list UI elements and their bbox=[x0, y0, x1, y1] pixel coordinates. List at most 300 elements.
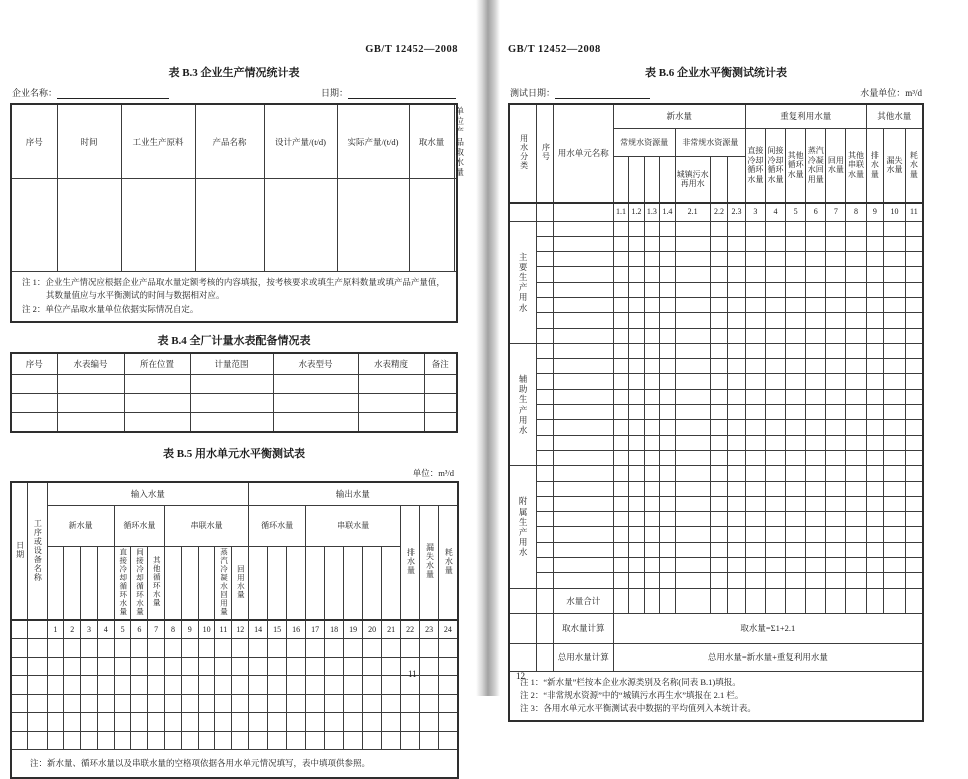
column-number: 10 bbox=[884, 203, 906, 222]
empty-cell bbox=[644, 588, 659, 613]
empty-cell bbox=[553, 359, 613, 374]
empty-cell bbox=[745, 328, 765, 343]
note-text: 注 1：企业生产情况应根据企业产品取水量定额考核的内容填报，按考核要求或填生产原料数量或填产品产量值，其数量值应与水平衡测试的时间与数据相对应。 bbox=[22, 277, 445, 301]
empty-cell bbox=[629, 359, 644, 374]
empty-cell bbox=[745, 282, 765, 297]
b3-notes bbox=[11, 272, 457, 322]
empty-cell bbox=[905, 496, 923, 511]
empty-cell bbox=[786, 496, 806, 511]
empty-cell bbox=[439, 639, 458, 658]
b6-unit-label: 水量单位：m³/d bbox=[860, 88, 922, 98]
empty-cell bbox=[629, 374, 644, 389]
test-date-field bbox=[510, 86, 650, 99]
empty-cell bbox=[215, 713, 232, 732]
empty-cell bbox=[644, 157, 659, 203]
empty-cell bbox=[439, 694, 458, 713]
empty-cell bbox=[644, 267, 659, 282]
empty-cell bbox=[553, 481, 613, 496]
empty-cell bbox=[613, 405, 628, 420]
empty-cell bbox=[905, 435, 923, 450]
empty-cell bbox=[905, 359, 923, 374]
empty-cell bbox=[728, 481, 746, 496]
empty-cell bbox=[644, 374, 659, 389]
indirect-cooling-header: 间接冷却循环水量 bbox=[131, 546, 148, 620]
column-number: 20 bbox=[363, 620, 382, 639]
empty-cell bbox=[644, 496, 659, 511]
empty-cell bbox=[866, 374, 884, 389]
empty-cell bbox=[181, 546, 198, 620]
empty-cell bbox=[629, 527, 644, 542]
empty-cell bbox=[786, 389, 806, 404]
empty-cell bbox=[765, 542, 785, 557]
table-b5-title: 表 B.5 用水单元水平衡测试表 bbox=[162, 447, 306, 460]
empty-cell bbox=[358, 374, 424, 393]
empty-cell bbox=[124, 412, 190, 432]
empty-cell bbox=[537, 613, 554, 643]
new-water-group-header: 新水量 bbox=[613, 104, 745, 129]
empty-cell bbox=[728, 573, 746, 588]
empty-cell bbox=[786, 420, 806, 435]
empty-cell bbox=[537, 203, 554, 222]
empty-cell bbox=[325, 676, 344, 695]
empty-cell bbox=[806, 267, 826, 282]
empty-cell bbox=[728, 389, 746, 404]
empty-cell bbox=[786, 328, 806, 343]
empty-cell bbox=[806, 588, 826, 613]
empty-cell bbox=[613, 588, 628, 613]
empty-cell bbox=[826, 573, 846, 588]
empty-cell bbox=[728, 542, 746, 557]
empty-cell bbox=[629, 573, 644, 588]
blank-line bbox=[348, 89, 456, 99]
empty-cell bbox=[765, 588, 785, 613]
empty-cell bbox=[660, 496, 675, 511]
empty-cell bbox=[644, 542, 659, 557]
empty-cell bbox=[765, 328, 785, 343]
empty-cell bbox=[866, 252, 884, 267]
empty-cell bbox=[884, 527, 906, 542]
new-water-header: 新水量 bbox=[47, 505, 114, 546]
empty-cell bbox=[198, 731, 215, 750]
b5-empty-row bbox=[11, 639, 458, 658]
note-text: 注 3：各用水单元水平衡测试表中数据的平均值列入本统计表。 bbox=[520, 702, 756, 713]
empty-cell bbox=[728, 527, 746, 542]
empty-cell bbox=[114, 713, 131, 732]
total-use-row-label: 总用水量计算 bbox=[553, 643, 613, 671]
empty-cell bbox=[644, 466, 659, 481]
empty-cell bbox=[675, 450, 710, 465]
b5-empty-row bbox=[11, 694, 458, 713]
empty-cell bbox=[553, 542, 613, 557]
empty-cell bbox=[325, 731, 344, 750]
empty-cell bbox=[358, 412, 424, 432]
empty-cell bbox=[710, 466, 728, 481]
empty-cell bbox=[786, 542, 806, 557]
drain-water-header: 排水量 bbox=[401, 505, 420, 620]
empty-cell bbox=[81, 731, 98, 750]
empty-cell bbox=[629, 297, 644, 312]
b6-empty-row bbox=[509, 481, 923, 496]
cycle-water-header: 循环水量 bbox=[114, 505, 164, 546]
empty-cell bbox=[613, 435, 628, 450]
column-number: 23 bbox=[420, 620, 439, 639]
empty-cell bbox=[728, 450, 746, 465]
empty-cell bbox=[181, 694, 198, 713]
empty-cell bbox=[806, 527, 826, 542]
column-number: 4 bbox=[765, 203, 785, 222]
empty-cell bbox=[249, 657, 268, 676]
empty-cell bbox=[268, 546, 287, 620]
empty-cell bbox=[846, 313, 866, 328]
column-number: 1.2 bbox=[629, 203, 644, 222]
empty-cell bbox=[806, 435, 826, 450]
drain-water-header: 排水量 bbox=[866, 129, 884, 203]
empty-cell bbox=[884, 558, 906, 573]
total-use-formula: 总用水量=新水量+重复利用水量 bbox=[613, 643, 923, 671]
empty-cell bbox=[306, 731, 325, 750]
empty-cell bbox=[165, 546, 182, 620]
reuse-water-header: 回用水量 bbox=[232, 546, 249, 620]
empty-cell bbox=[249, 713, 268, 732]
empty-cell bbox=[629, 588, 644, 613]
empty-cell bbox=[765, 558, 785, 573]
empty-cell bbox=[710, 435, 728, 450]
empty-cell bbox=[866, 267, 884, 282]
empty-cell bbox=[660, 313, 675, 328]
empty-cell bbox=[268, 713, 287, 732]
empty-cell bbox=[64, 713, 81, 732]
b6-group-row bbox=[509, 343, 923, 358]
empty-cell bbox=[905, 542, 923, 557]
empty-cell bbox=[215, 694, 232, 713]
column-header: 序号 bbox=[11, 353, 57, 375]
column-header: 水表编号 bbox=[57, 353, 124, 375]
empty-cell bbox=[745, 588, 765, 613]
empty-cell bbox=[826, 588, 846, 613]
b5-header-row-1 bbox=[11, 482, 458, 506]
empty-cell bbox=[905, 573, 923, 588]
empty-cell bbox=[420, 639, 439, 658]
empty-cell bbox=[710, 282, 728, 297]
empty-cell bbox=[884, 313, 906, 328]
empty-cell bbox=[537, 328, 554, 343]
column-header: 单位产品取水量 bbox=[455, 106, 465, 178]
empty-cell bbox=[675, 313, 710, 328]
category-label: 附属生产用水 bbox=[509, 466, 537, 588]
empty-cell bbox=[866, 542, 884, 557]
leak-water-header: 漏失水量 bbox=[884, 129, 906, 203]
empty-cell bbox=[866, 420, 884, 435]
empty-cell bbox=[765, 573, 785, 588]
table-b3-title: 表 B.3 企业生产情况统计表 bbox=[168, 67, 300, 79]
b6-empty-row bbox=[509, 405, 923, 420]
empty-cell bbox=[728, 343, 746, 358]
empty-cell bbox=[675, 252, 710, 267]
empty-cell bbox=[273, 412, 358, 432]
empty-cell bbox=[537, 481, 554, 496]
empty-cell bbox=[629, 343, 644, 358]
empty-cell bbox=[165, 657, 182, 676]
empty-cell bbox=[826, 542, 846, 557]
b5-empty-row bbox=[11, 676, 458, 695]
empty-cell bbox=[553, 328, 613, 343]
empty-cell bbox=[660, 328, 675, 343]
empty-cell bbox=[81, 676, 98, 695]
empty-cell bbox=[786, 359, 806, 374]
empty-cell bbox=[249, 546, 268, 620]
empty-cell bbox=[165, 731, 182, 750]
empty-cell bbox=[846, 221, 866, 236]
column-header: 序号 bbox=[11, 104, 57, 179]
empty-cell bbox=[765, 221, 785, 236]
empty-cell bbox=[325, 639, 344, 658]
empty-cell bbox=[660, 512, 675, 527]
empty-cell bbox=[47, 694, 64, 713]
empty-cell bbox=[644, 573, 659, 588]
b4-header-row bbox=[11, 353, 457, 375]
empty-cell bbox=[905, 282, 923, 297]
empty-cell bbox=[710, 481, 728, 496]
empty-cell bbox=[884, 221, 906, 236]
empty-cell bbox=[675, 588, 710, 613]
b6-empty-row bbox=[509, 496, 923, 511]
empty-cell bbox=[613, 496, 628, 511]
page-number-right: 12 bbox=[516, 671, 525, 681]
empty-cell bbox=[745, 420, 765, 435]
empty-cell bbox=[846, 542, 866, 557]
empty-cell bbox=[846, 405, 866, 420]
empty-cell bbox=[786, 297, 806, 312]
empty-cell bbox=[273, 374, 358, 393]
empty-cell bbox=[121, 179, 195, 272]
empty-cell bbox=[537, 389, 554, 404]
empty-cell bbox=[675, 573, 710, 588]
empty-cell bbox=[420, 731, 439, 750]
empty-cell bbox=[47, 676, 64, 695]
empty-cell bbox=[866, 435, 884, 450]
empty-cell bbox=[249, 694, 268, 713]
empty-cell bbox=[660, 527, 675, 542]
empty-cell bbox=[846, 389, 866, 404]
empty-cell bbox=[195, 179, 264, 272]
empty-cell bbox=[806, 542, 826, 557]
empty-cell bbox=[553, 512, 613, 527]
table-b5 bbox=[10, 481, 459, 779]
empty-cell bbox=[613, 343, 628, 358]
empty-cell bbox=[826, 558, 846, 573]
empty-cell bbox=[710, 359, 728, 374]
empty-cell bbox=[629, 389, 644, 404]
empty-cell bbox=[745, 573, 765, 588]
empty-cell bbox=[537, 297, 554, 312]
empty-cell bbox=[215, 676, 232, 695]
empty-cell bbox=[728, 359, 746, 374]
empty-cell bbox=[765, 343, 785, 358]
empty-cell bbox=[382, 713, 401, 732]
empty-cell bbox=[64, 657, 81, 676]
empty-cell bbox=[629, 282, 644, 297]
empty-cell bbox=[306, 676, 325, 695]
b6-empty-row bbox=[509, 435, 923, 450]
empty-cell bbox=[826, 435, 846, 450]
empty-cell bbox=[181, 713, 198, 732]
empty-cell bbox=[382, 657, 401, 676]
date-field bbox=[321, 86, 456, 99]
column-number: 11 bbox=[905, 203, 923, 222]
empty-cell bbox=[905, 558, 923, 573]
empty-cell bbox=[363, 731, 382, 750]
empty-cell bbox=[710, 405, 728, 420]
empty-cell bbox=[675, 558, 710, 573]
empty-cell bbox=[660, 252, 675, 267]
empty-cell bbox=[710, 328, 728, 343]
empty-cell bbox=[710, 588, 728, 613]
empty-cell bbox=[806, 359, 826, 374]
empty-cell bbox=[826, 405, 846, 420]
empty-cell bbox=[273, 393, 358, 412]
empty-cell bbox=[846, 420, 866, 435]
empty-cell bbox=[613, 221, 628, 236]
empty-cell bbox=[131, 694, 148, 713]
empty-cell bbox=[660, 389, 675, 404]
empty-cell bbox=[553, 573, 613, 588]
empty-cell bbox=[644, 221, 659, 236]
empty-cell bbox=[537, 374, 554, 389]
empty-cell bbox=[745, 450, 765, 465]
empty-cell bbox=[826, 282, 846, 297]
empty-cell bbox=[114, 676, 131, 695]
empty-cell bbox=[537, 252, 554, 267]
empty-cell bbox=[905, 466, 923, 481]
b6-group-row bbox=[509, 466, 923, 481]
page-11 bbox=[10, 0, 465, 779]
empty-cell bbox=[644, 328, 659, 343]
empty-cell bbox=[765, 496, 785, 511]
empty-cell bbox=[27, 713, 47, 732]
empty-cell bbox=[232, 713, 249, 732]
note-text: 注：新水量、循环水量以及串联水量的空格项依据各用水单元情况填写，表中填项供参照。 bbox=[11, 750, 458, 779]
empty-cell bbox=[866, 328, 884, 343]
empty-cell bbox=[325, 546, 344, 620]
empty-cell bbox=[745, 466, 765, 481]
empty-cell bbox=[728, 466, 746, 481]
empty-cell bbox=[553, 203, 613, 222]
empty-cell bbox=[765, 527, 785, 542]
empty-cell bbox=[165, 676, 182, 695]
test-date-label: 测试日期： bbox=[510, 88, 556, 98]
empty-cell bbox=[57, 179, 121, 272]
empty-cell bbox=[287, 657, 306, 676]
empty-cell bbox=[806, 389, 826, 404]
empty-cell bbox=[537, 527, 554, 542]
empty-cell bbox=[884, 282, 906, 297]
empty-cell bbox=[728, 221, 746, 236]
empty-cell bbox=[613, 573, 628, 588]
empty-cell bbox=[745, 267, 765, 282]
column-number: 21 bbox=[382, 620, 401, 639]
empty-cell bbox=[806, 450, 826, 465]
date-column-header: 日期 bbox=[11, 482, 27, 621]
standard-code: GB/T 12452—2008 bbox=[365, 44, 458, 55]
empty-cell bbox=[765, 374, 785, 389]
empty-cell bbox=[786, 343, 806, 358]
empty-cell bbox=[382, 546, 401, 620]
b6-empty-row bbox=[509, 313, 923, 328]
empty-cell bbox=[826, 466, 846, 481]
empty-cell bbox=[553, 420, 613, 435]
empty-cell bbox=[190, 393, 273, 412]
b6-empty-row bbox=[509, 282, 923, 297]
empty-cell bbox=[363, 639, 382, 658]
empty-cell bbox=[363, 657, 382, 676]
empty-cell bbox=[47, 713, 64, 732]
empty-cell bbox=[728, 267, 746, 282]
empty-cell bbox=[131, 731, 148, 750]
empty-cell bbox=[884, 374, 906, 389]
empty-cell bbox=[537, 573, 554, 588]
empty-cell bbox=[344, 639, 363, 658]
b3-header-row bbox=[11, 104, 457, 179]
page-spine-shadow bbox=[476, 0, 500, 696]
empty-cell bbox=[675, 267, 710, 282]
empty-cell bbox=[306, 546, 325, 620]
empty-cell bbox=[613, 542, 628, 557]
empty-cell bbox=[613, 297, 628, 312]
empty-cell bbox=[846, 359, 866, 374]
empty-cell bbox=[629, 450, 644, 465]
empty-cell bbox=[358, 393, 424, 412]
b6-notes-row bbox=[509, 671, 923, 721]
empty-cell bbox=[884, 435, 906, 450]
empty-cell bbox=[786, 267, 806, 282]
empty-cell bbox=[344, 731, 363, 750]
empty-cell bbox=[866, 588, 884, 613]
empty-cell bbox=[884, 236, 906, 251]
empty-cell bbox=[826, 496, 846, 511]
series-water-header: 串联水量 bbox=[165, 505, 249, 546]
conventional-header: 常规水资源量 bbox=[613, 129, 675, 157]
b6-empty-row bbox=[509, 297, 923, 312]
empty-cell bbox=[420, 657, 439, 676]
reuse-group-header: 重复利用水量 bbox=[745, 104, 866, 129]
empty-cell bbox=[537, 282, 554, 297]
page-12 bbox=[508, 0, 924, 722]
empty-cell bbox=[905, 313, 923, 328]
empty-cell bbox=[728, 496, 746, 511]
empty-cell bbox=[826, 267, 846, 282]
empty-cell bbox=[675, 405, 710, 420]
empty-cell bbox=[613, 282, 628, 297]
b4-empty-row bbox=[11, 374, 457, 393]
empty-cell bbox=[629, 496, 644, 511]
empty-cell bbox=[401, 731, 420, 750]
empty-cell bbox=[27, 694, 47, 713]
column-header: 工业生产原料 bbox=[121, 104, 195, 179]
empty-cell bbox=[629, 558, 644, 573]
column-header: 水表型号 bbox=[273, 353, 358, 375]
empty-cell bbox=[553, 405, 613, 420]
empty-cell bbox=[786, 236, 806, 251]
empty-cell bbox=[806, 297, 826, 312]
empty-cell bbox=[644, 313, 659, 328]
empty-cell bbox=[644, 359, 659, 374]
empty-cell bbox=[745, 221, 765, 236]
empty-cell bbox=[644, 252, 659, 267]
series-water-header: 串联水量 bbox=[306, 505, 401, 546]
empty-cell bbox=[97, 731, 114, 750]
empty-cell bbox=[826, 252, 846, 267]
empty-cell bbox=[131, 713, 148, 732]
